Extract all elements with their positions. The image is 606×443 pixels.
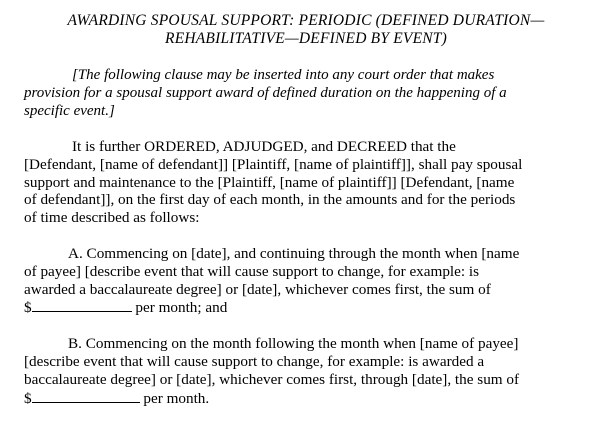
item-b-amount-blank <box>32 389 140 403</box>
item-b-line-1: B. Commencing on the month following the month when [name of payee] <box>68 335 519 353</box>
item-b-line-3: baccalaureate degree] or [date], whichever comes first, through [date], the sum of <box>24 370 520 388</box>
document-title <box>24 12 588 48</box>
note-line-3: specific event.] <box>24 103 115 119</box>
item-a-line-2: of payee] [describe event that will cause support to change, for example: is <box>24 262 480 280</box>
order-line-4: of defendant]], on the first day of each month, in the amounts and for the periods <box>24 191 516 209</box>
clause-item-a <box>24 245 588 317</box>
order-line-3: support and maintenance to the [Plaintiff, [name of plaintiff]] [Defendant, [name <box>24 173 515 191</box>
item-b-line-2: [describe event that will cause support to change, for example: is awarded a <box>24 352 485 370</box>
note-line-2: provision for a spousal support award of defined duration on the happening of a <box>24 85 507 101</box>
title-line-1: AWARDING SPOUSAL SUPPORT: PERIODIC (DEFINED DURATION— <box>67 12 545 29</box>
item-a-line-1: A. Commencing on [date], and continuing through the month when [name <box>68 244 520 262</box>
item-a-amount-blank <box>32 298 132 312</box>
order-line-1: It is further ORDERED, ADJUDGED, and DECREED that the <box>72 138 456 155</box>
item-b-line-4 <box>24 389 588 408</box>
clause-item-b <box>24 335 588 407</box>
item-a-per-month-text: per month; and <box>131 299 228 317</box>
order-line-5: of time described as follows: <box>24 209 200 227</box>
item-a-dollar-sign: $ <box>24 299 32 317</box>
order-line-2: [Defendant, [name of defendant]] [Plaintiff, [name of plaintiff]], shall pay spousal <box>24 155 523 173</box>
item-b-dollar-sign: $ <box>24 389 32 407</box>
title-line-2: REHABILITATIVE—DEFINED BY EVENT) <box>165 30 447 47</box>
item-b-per-month-text: per month. <box>139 389 210 407</box>
note-line-1: [The following clause may be inserted into any court order that makes <box>72 67 495 83</box>
item-a-line-4 <box>24 298 588 317</box>
instruction-note <box>24 66 588 120</box>
order-paragraph <box>24 138 588 227</box>
item-a-line-3: awarded a baccalaureate degree] or [date], whichever comes first, the sum of <box>24 280 491 298</box>
